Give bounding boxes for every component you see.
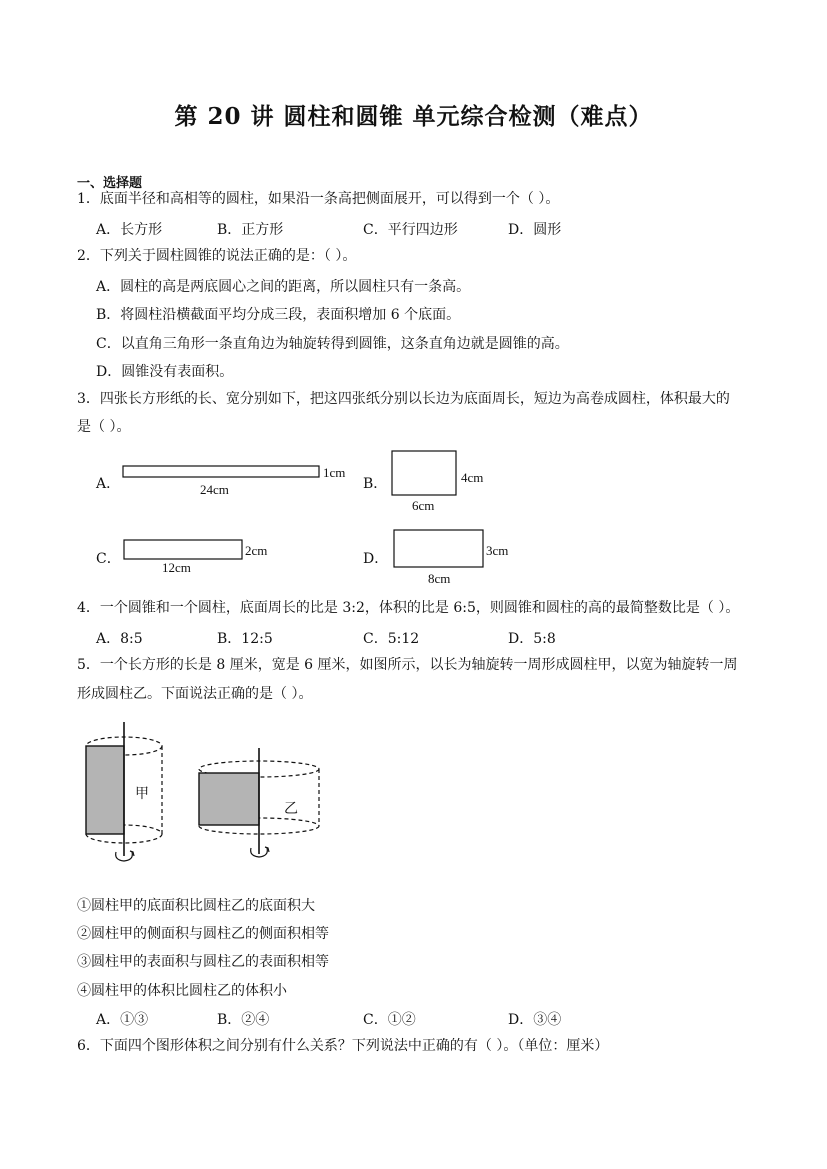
q3-option-b-letter[interactable]: B． [363, 476, 388, 492]
cylinder-jia-label: 甲 [135, 787, 149, 802]
q3-a-length-label: 24cm [200, 482, 229, 497]
q1-option-c[interactable]: C．平行四边形 [363, 222, 458, 238]
page-title: 第 20 讲 圆柱和圆锥 单元综合检测（难点） [174, 103, 653, 130]
q3-option-d-letter[interactable]: D． [363, 551, 389, 567]
q2-option-b[interactable]: B．将圆柱沿横截面平均分成三段，表面积增加 6 个底面。 [96, 307, 461, 323]
q4-option-c[interactable]: C．5:12 [363, 631, 420, 647]
q5-option-a[interactable]: A．①③ [96, 1012, 149, 1028]
q5-statement-3: ③圆柱甲的表面积与圆柱乙的表面积相等 [77, 954, 329, 970]
q3-a-width-label: 1cm [323, 465, 346, 480]
q5-option-c[interactable]: C．①② [363, 1012, 416, 1028]
cylinder-yi-figure [192, 740, 342, 868]
cylinder-yi-label: 乙 [284, 802, 298, 817]
q3-b-width-label: 4cm [461, 470, 484, 485]
question-5-line-1: 5．一个长方形的长是 8 厘米，宽是 6 厘米，如图所示，以长为轴旋转一周形成圆柱甲，以宽为轴旋转一周 [77, 657, 738, 673]
q4-option-d[interactable]: D．5:8 [508, 631, 556, 647]
q2-option-c[interactable]: C．以直角三角形一条直角边为轴旋转得到圆锥，这条直角边就是圆锥的高。 [96, 336, 569, 352]
q3-option-c-letter[interactable]: C． [96, 551, 121, 567]
q5-statement-1: ①圆柱甲的底面积比圆柱乙的底面积大 [77, 898, 315, 914]
q2-option-a[interactable]: A．圆柱的高是两底圆心之间的距离，所以圆柱只有一条高。 [96, 279, 471, 295]
q4-option-a[interactable]: A．8:5 [96, 631, 143, 647]
section-heading: 一、选择题 [77, 176, 143, 191]
q3-option-a-letter[interactable]: A． [96, 476, 121, 492]
q2-option-d[interactable]: D．圆锥没有表面积。 [96, 364, 234, 380]
question-3-line-1: 3．四张长方形纸的长、宽分别如下，把这四张纸分别以长边为底面周长，短边为高卷成圆柱，体积最大的 [77, 391, 730, 407]
q4-option-b[interactable]: B．12:5 [217, 631, 273, 647]
question-4-text: 4．一个圆锥和一个圆柱，底面周长的比是 3:2，体积的比是 6:5，则圆锥和圆柱的高的最简整数比是（ ）。 [77, 600, 740, 616]
q1-option-d[interactable]: D．圆形 [508, 222, 562, 238]
q5-option-b[interactable]: B．②④ [217, 1012, 270, 1028]
question-1-text: 1．底面半径和高相等的圆柱，如果沿一条高把侧面展开，可以得到一个（ ）。 [77, 191, 560, 207]
q1-option-b[interactable]: B．正方形 [217, 222, 284, 238]
q3-rectangle-b [388, 448, 508, 514]
question-2-text: 2．下列关于圆柱圆锥的说法正确的是：（ ）。 [77, 248, 357, 264]
q3-rectangle-c [120, 537, 290, 577]
q5-option-d[interactable]: D．③④ [508, 1012, 562, 1028]
q1-option-a[interactable]: A．长方形 [96, 222, 163, 238]
question-6-text: 6．下面四个图形体积之间分别有什么关系？下列说法中正确的有（ ）。（单位：厘米） [77, 1038, 609, 1054]
q3-c-length-label: 12cm [162, 560, 191, 575]
q5-statement-4: ④圆柱甲的体积比圆柱乙的体积小 [77, 983, 287, 999]
q3-c-width-label: 2cm [245, 543, 268, 558]
question-5-line-2: 形成圆柱乙。下面说法正确的是（ ）。 [77, 686, 313, 702]
q5-statement-2: ②圆柱甲的侧面积与圆柱乙的侧面积相等 [77, 926, 329, 942]
q3-rectangle-a [120, 462, 360, 498]
q3-rectangle-d [390, 527, 530, 589]
cylinder-jia-figure [78, 718, 178, 868]
question-3-line-2: 是（ ）。 [77, 419, 131, 435]
q3-d-length-label: 8cm [428, 571, 451, 586]
q3-b-length-label: 6cm [412, 498, 435, 513]
q3-d-width-label: 3cm [486, 543, 509, 558]
